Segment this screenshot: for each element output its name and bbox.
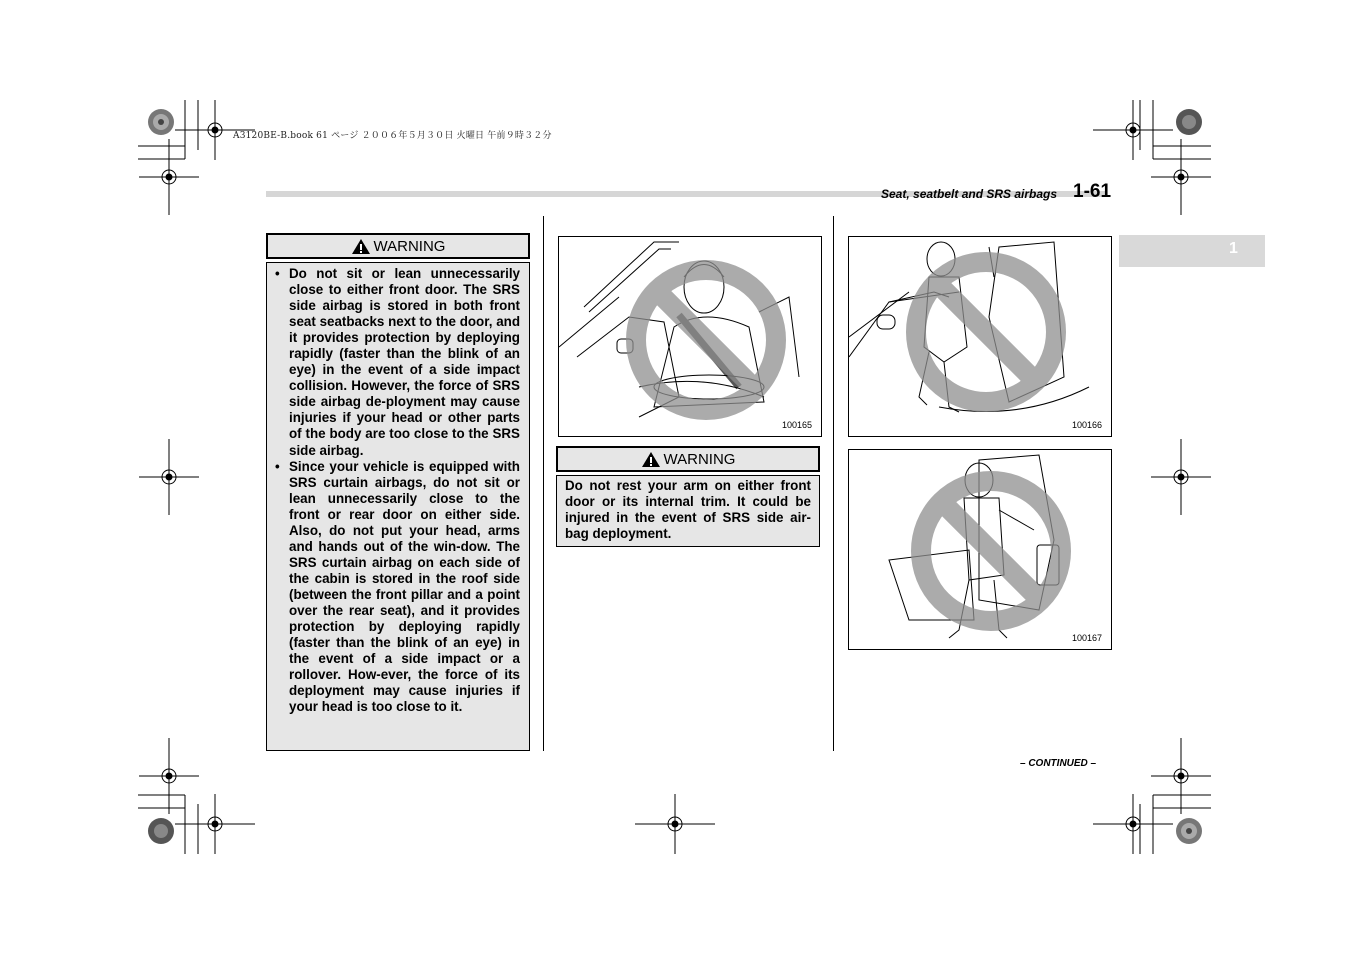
section-title: Seat, seatbelt and SRS airbags [881, 187, 1058, 201]
prohibited-sign-icon [901, 247, 1071, 417]
left-warning-header [266, 233, 530, 259]
left-warning-title: WARNING [373, 237, 446, 255]
figure-code: 100167 [1071, 633, 1102, 643]
continued-label: – CONTINUED – [1020, 758, 1097, 769]
column-divider-left [543, 216, 544, 751]
middle-warning-header [556, 446, 820, 472]
figure-driver-seatbelt [558, 236, 822, 437]
figure-code: 100165 [781, 420, 812, 430]
chapter-tab [1119, 235, 1265, 267]
prohibited-sign-icon [906, 466, 1076, 636]
figure-child-seat [848, 449, 1112, 650]
print-info: A3120BE-B.book 61 ページ ２００６年５月３０日 火曜日 午前９時３２分 [233, 131, 552, 141]
prohibited-sign-icon [621, 255, 791, 425]
warning-bullet: • Do not sit or lean unnecessarily close to either front door. The SRS side airbag is stored in both front seat seatbacks next to the door, and it provides protection by deploying rapidly (faster than the blink of an eye) in the event of a side impact collision. However, the force of SRS side airbag de-ployment may cause injuries if your head or other parts of the body are too close to the SRS side airbag. [267, 266, 520, 459]
middle-warning-body [556, 475, 820, 547]
page-number: 1-61 [1073, 181, 1112, 202]
middle-warning-text: Do not rest your arm on either front door or its internal trim. It could be injured in the event of SRS side air-bag deployment. [565, 478, 811, 542]
column-divider-right [833, 216, 834, 751]
warning-triangle-icon [641, 451, 661, 468]
warning-bullet: • Since your vehicle is equipped with SRS curtain airbags, do not sit or lean unnecessarily close to the front or rear door on either side. Also, do not put your head, arms and hands out of the win-dow. The SRS curtain airbag on each side of the cabin is stored in the roof side (between the front pillar and a point over the rear seat), and it provides protection by deploying rapidly (faster than the blink of an eye) in the event of a side impact or a rollover. How-ever, the force of its deployment may cause injuries if your head is too close to it. [267, 459, 520, 716]
figure-code: 100166 [1071, 420, 1102, 430]
figure-child-door [848, 236, 1112, 437]
warning-triangle-icon [351, 238, 371, 255]
chapter-number: 1 [1229, 240, 1238, 257]
middle-warning-title: WARNING [663, 450, 736, 468]
left-warning-body [266, 262, 530, 751]
